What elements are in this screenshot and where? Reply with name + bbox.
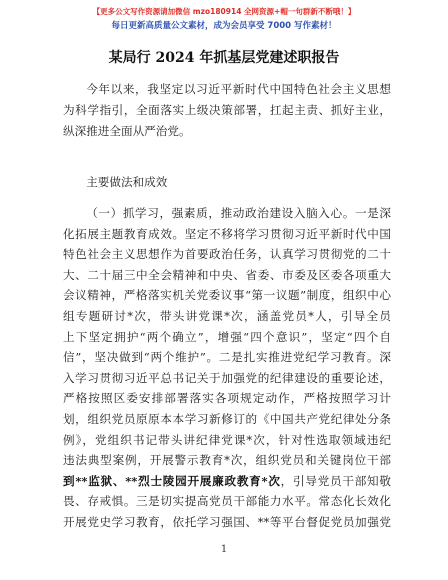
body-line: 入学习贯彻习近平总书记关于加强党的纪律建设的重要论述， <box>63 370 391 385</box>
body-line: 今年以来，我坚定以习近平新时代中国特色社会主义思想 <box>86 82 391 96</box>
body-line: 纵深推进全面从严治党。 <box>63 124 191 138</box>
section-heading: 主要做法和成效 <box>86 175 168 189</box>
section-one-paragraph <box>63 203 391 533</box>
section-heading-block <box>63 172 391 193</box>
body-line: 畏、存戒惧。三是切实提高党员干部能力水平。常态化长效化 <box>63 494 391 509</box>
body-line: 上下坚定拥护“两个确立”，增强“四个意识”，坚定“四个自 <box>63 329 391 344</box>
body-line: 组专题研讨*次，带头讲党课*次，涵盖党员*人，引导全员 <box>63 308 391 323</box>
document-title: 某局行 2024 年抓基层党建述职报告 <box>108 50 340 66</box>
body-line-text: ，引导党员干部知敬 <box>280 473 391 488</box>
body-line: 例》，党组织书记带头讲纪律党课*次，针对性选取领域违纪 <box>63 432 391 447</box>
page-number: 1 <box>220 544 228 555</box>
member-banner: 每日更新高质量公文素材，成为会员享受 7000 写作素材！ <box>111 21 337 31</box>
body-line: 为科学指引，全面落实上级决策部署，扛起主责、抓好主业， <box>63 103 391 117</box>
body-line: 化拓展主题教育成效。坚定不移将学习贯彻习近平新时代中国 <box>63 226 391 241</box>
bold-emphasis-text: 到**监狱、**烈士陵园开展廉政教育*次 <box>63 473 281 488</box>
body-line: 信”，坚决做到“两个维护”。二是扎实推进党纪学习教育。深 <box>63 350 391 365</box>
body-line <box>63 471 391 492</box>
body-line: 严格按照区委安排部署落实各项规定动作，严格按照学习计 <box>63 391 391 406</box>
body-line: （一）抓学习，强素质，推动政治建设入脑入心。一是深 <box>86 206 391 220</box>
promo-banner: 【更多公文写作资源请加微信 mzo180914 全网资源+帽一句群新不断哦！】 <box>92 7 356 16</box>
body-line: 划，组织党员原原本本学习新修订的《中国共产党纪律处分条 <box>63 411 391 426</box>
body-line: 会议精神，严格落实机关党委议事“第一议题”制度，组织中心 <box>63 288 391 303</box>
body-line: 开展党史学习教育，依托学习强国、**等平台督促党员加强党 <box>63 514 391 529</box>
body-line: 特色社会主义思想作为首要政治任务，认真学习贯彻党的二十 <box>63 247 391 262</box>
body-line: 违法典型案例，开展警示教育*次，组织党员和关键岗位干部 <box>63 453 391 468</box>
intro-paragraph <box>63 79 391 142</box>
body-line: 大、二十届三中全会精神和中央、省委、市委及区委各项重大 <box>63 267 391 282</box>
